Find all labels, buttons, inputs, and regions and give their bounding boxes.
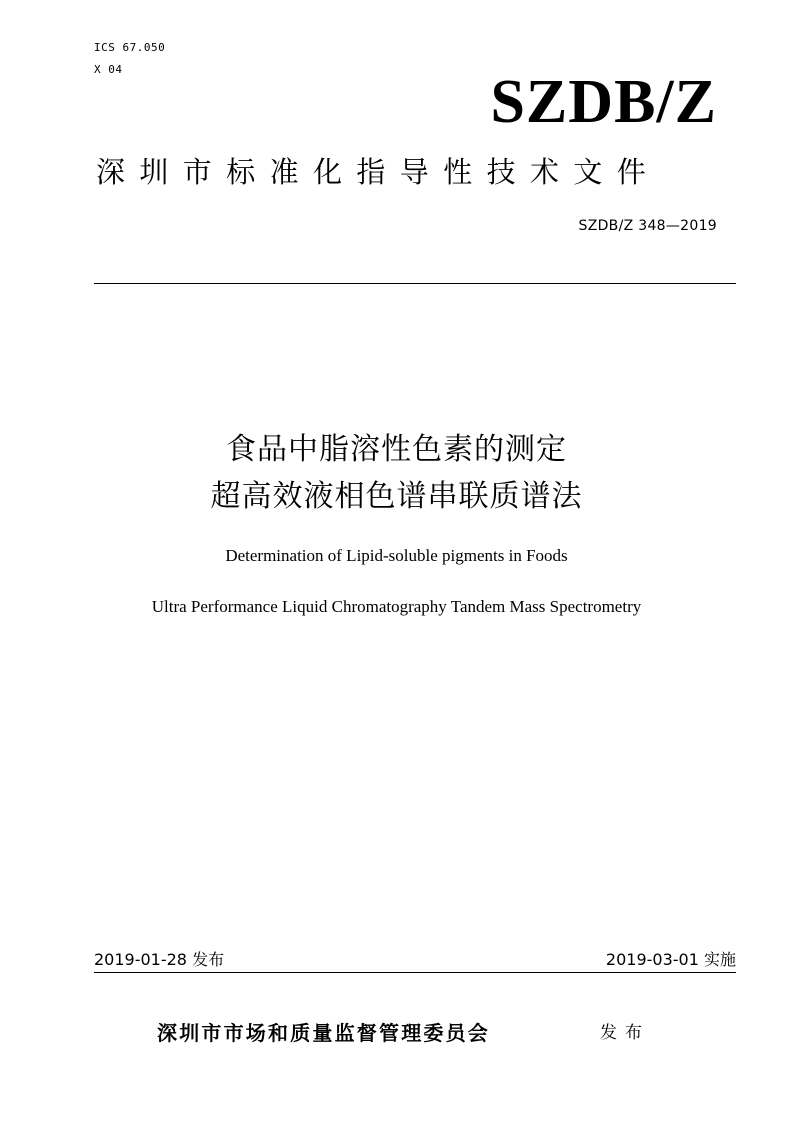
title-cn-line1: 食品中脂溶性色素的测定 <box>226 432 567 467</box>
header-divider <box>94 283 736 284</box>
implementation-date: 2019-03-01 实施 <box>605 950 736 969</box>
publish-date: 2019-01-28 发布 <box>94 950 225 969</box>
ics-code: ICS 67.050 <box>94 41 166 54</box>
issue-label: 发布 <box>600 1023 650 1043</box>
date-divider <box>94 972 736 973</box>
standard-code: SZDB/Z <box>490 68 717 136</box>
title-en-line2: Ultra Performance Liquid Chromatography Tandem Mass Spectrometry <box>151 597 642 616</box>
title-en-line1: Determination of Lipid-soluble pigments in Foods <box>225 546 568 565</box>
title-cn-line2: 超高效液相色谱串联质谱法 <box>210 479 583 514</box>
classification-code: X 04 <box>94 63 123 76</box>
document-number: SZDB/Z 348—2019 <box>578 218 717 234</box>
document-type: 深圳市标准化指导性技术文件 <box>96 155 661 189</box>
issuing-authority: 深圳市市场和质量监督管理委员会 <box>157 1021 490 1045</box>
